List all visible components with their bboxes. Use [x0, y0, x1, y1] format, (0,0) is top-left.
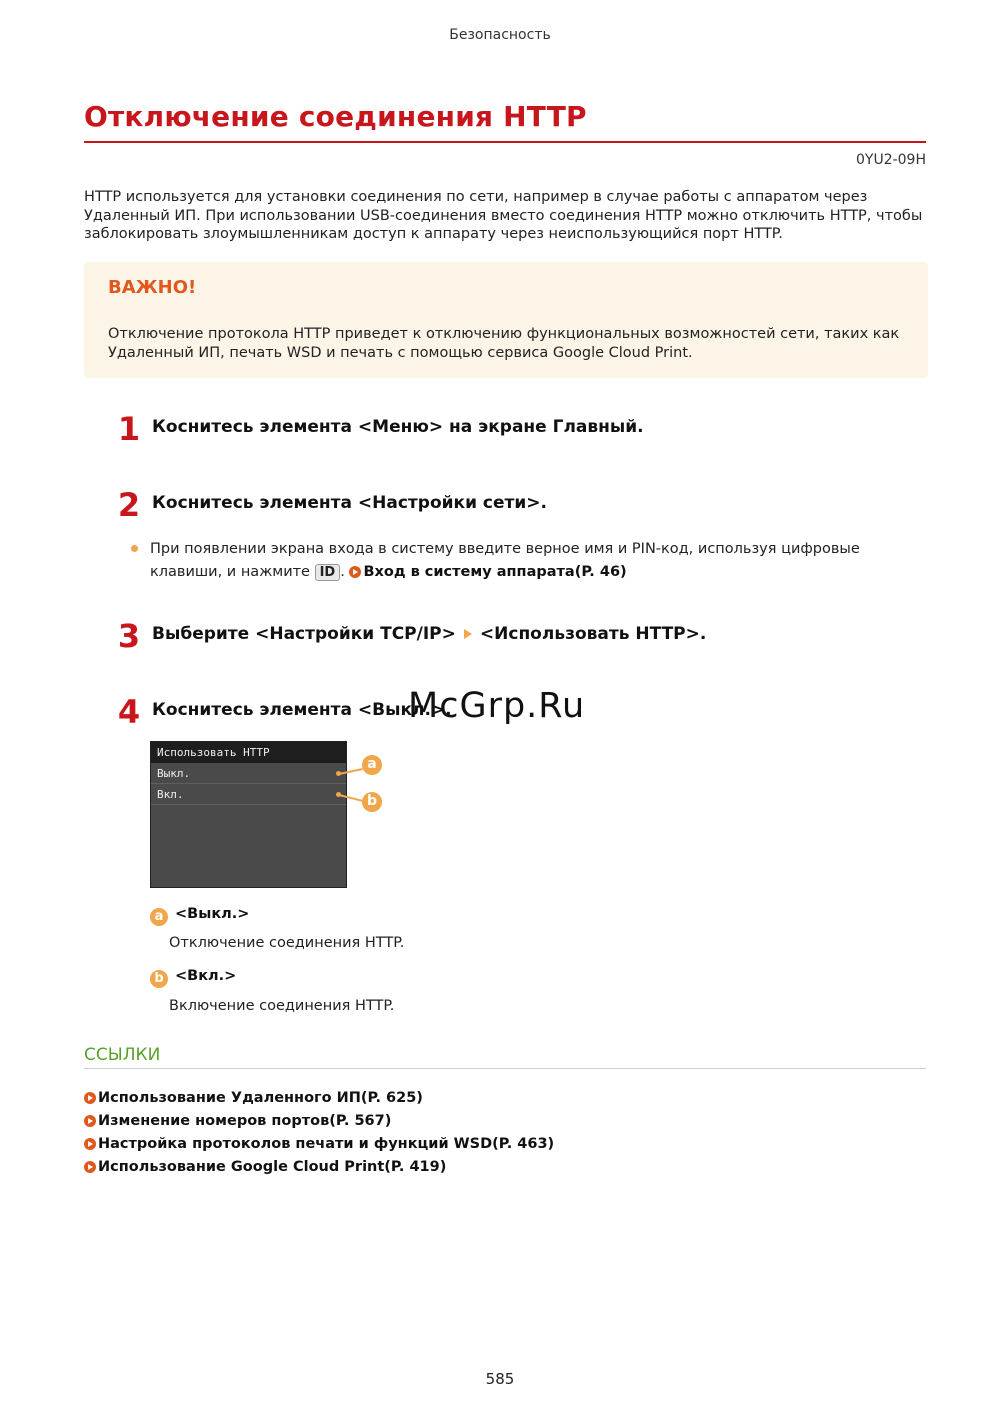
link-item-print-protocols[interactable] [84, 1136, 554, 1152]
link-item-label[interactable]: Использование Удаленного ИП(P. 625) [98, 1090, 423, 1106]
important-title: ВАЖНО! [108, 277, 197, 298]
callout-b-badge: b [362, 792, 382, 812]
link-item-google-cloud-print[interactable] [84, 1159, 446, 1175]
step2-bullet [150, 538, 930, 584]
link-arrow-icon [84, 1138, 96, 1150]
title-divider [84, 141, 926, 143]
important-text: Отключение протокола HTTP приведет к отключению функциональных возможностей сети, таких как Удаленный ИП, печать WSD и печать с помощью сервиса Google Cloud Print. [108, 326, 900, 361]
page-title: Отключение соединения HTTP [84, 100, 587, 133]
id-key-icon: ID [315, 564, 341, 581]
link-item-port-numbers[interactable] [84, 1113, 391, 1129]
step-text-1: Коснитесь элемента <Меню> на экране Главный. [152, 417, 644, 437]
step-text-4: Коснитесь элемента <Выкл.>. [152, 700, 452, 720]
step-text-2: Коснитесь элемента <Настройки сети>. [152, 493, 547, 513]
intro-paragraph: HTTP используется для установки соединения по сети, например в случае работы с аппаратом через Удаленный ИП. При использовании USB-соединения вместо соединения HTTP можно отключить HTTP, чтобы заблокировать злоумышленникам доступ к аппарату через неиспользующийся порт HTTP. [84, 189, 923, 242]
step-text-3 [152, 624, 706, 644]
bullet-separator: . [340, 564, 345, 580]
link-arrow-icon [349, 566, 361, 578]
document-code: 0YU2-09H [855, 152, 926, 168]
screen-option-off[interactable]: Выкл. [151, 764, 346, 784]
screen-title: Использовать HTTP [151, 742, 346, 763]
links-title: ССЫЛКИ [84, 1045, 161, 1065]
watermark: McGrp.Ru [408, 686, 586, 726]
step3-text-a: Выберите <Настройки TCP/IP> [152, 624, 456, 644]
links-divider [84, 1068, 926, 1069]
link-arrow-icon [84, 1092, 96, 1104]
item-b-desc: Включение соединения HTTP. [169, 998, 395, 1014]
next-arrow-icon [464, 629, 472, 639]
step-number-4: 4 [117, 693, 141, 731]
link-item-label[interactable]: Использование Google Cloud Print(P. 419) [98, 1159, 447, 1175]
link-arrow-icon [84, 1161, 96, 1173]
login-link[interactable]: Вход в систему аппарата(P. 46) [363, 564, 627, 580]
link-item-label[interactable]: Изменение номеров портов(P. 567) [98, 1113, 392, 1129]
item-a-label: <Выкл.> [175, 906, 250, 922]
step3-text-b: <Использовать HTTP>. [479, 624, 707, 644]
item-a-desc: Отключение соединения HTTP. [169, 935, 405, 951]
bullet-text: При появлении экрана входа в систему введите верное имя и PIN-код, используя цифровые клавиши, и нажмите [150, 541, 860, 580]
link-item-remote-ui[interactable] [84, 1090, 423, 1106]
page-number: 585 [485, 1370, 515, 1388]
bullet-dot-icon [131, 545, 138, 552]
step-number-2: 2 [117, 486, 141, 524]
callout-a-badge: a [362, 755, 382, 775]
section-header: Безопасность [449, 27, 551, 43]
item-b-badge: b [150, 970, 168, 988]
step-number-3: 3 [117, 617, 141, 655]
item-b-label: <Вкл.> [175, 968, 237, 984]
link-arrow-icon [84, 1115, 96, 1127]
item-a-badge: a [150, 908, 168, 926]
link-item-label[interactable]: Настройка протоколов печати и функций WSD(P. 463) [98, 1136, 555, 1152]
screen-option-on[interactable]: Вкл. [151, 785, 346, 805]
device-screen [150, 741, 347, 888]
step-number-1: 1 [117, 410, 141, 448]
